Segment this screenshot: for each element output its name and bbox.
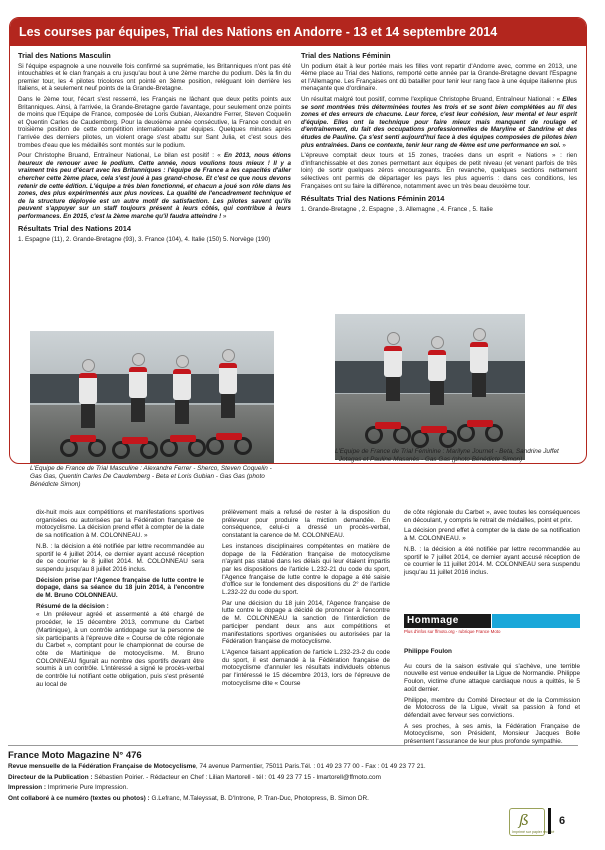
feminin-quote-paragraph: Un résultat malgré tout positif, comme l'explique Christophe Bruand, Entraîneur National : « Elles se sont montrées très déterminées toutes les trois et se sont bien complétées au fil des zones et des erreurs de chacune. Leur force, c'est leur cohésion, leur mental et leur esprit d'équipe. Elles ont la technique pour faire mieux mais manquent de roulage et d'entraînement, du fait des occupations professionnelles de Maryline et Sandrine et des études de Pauline. Ça s'est senti aujourd'hui face à des équipes composées de pilotes bien plus entraînées. Dans ce contexte, tenir leur rang de 4ème est une performance en soi. » [301, 95, 577, 149]
doping-paragraph: La décision prend effet à compter de la date de sa notification à M. COLONNEAU. » [404, 527, 580, 543]
photo-team-feminine [335, 314, 525, 460]
credits-line: Impression : Imprimerie Pure Impression. [8, 784, 129, 791]
article-frame [9, 17, 587, 464]
caption-feminine: L'Equipe de France de Trial Féminine : Marilyne Journet - Beta, Sandrine Juffet - Jotagas et Pauline Masanès - Gas Gas (photo Bénédicte Simon) [335, 448, 559, 463]
masculin-quote: En 2013, nous étions heureux de renouer avec le podium. Cette année, nous voulions tous mieux ! Il y a vraiment très peu d'écart avec les Britanniques : l'équipe de France a les capacités d'aller chercher cette 2ème place, cela s'est joué à pas grand-chose. Et c'est ce que nous devons retenir de cette édition. L'équipe a très bien fonctionné, et chacun a joué son rôle dans les zones, des plus expérimentés aux plus novices. La qualité de l'encadrement technique et de la structure déployée est un autre motif de satisfaction. Les pilotes savent qu'ils peuvent s'appuyer sur un staff toujours présent à leurs côtés, qui contribue à leurs performances. En 2015, c'est la 2ème marche qu'il faudra atteindre ! [18, 152, 291, 220]
hommage-label: Hommage [404, 614, 491, 628]
footer-divider [8, 745, 578, 746]
feminin-paragraph: L'épreuve comptait deux tours et 15 zones, tracées dans un esprit « Nations » : rien d'infranchissable et des zones permettant aux équipes de petit niveau (et venant parfois de très loin) de sortir quelques zéros encourageants. En revanche, quelques sections nettement sélectives ont permis de départager les pays les plus aguerris : dans ces conditions, les Françaises ont su faire la différence, notamment avec un très beau deuxième tour. [301, 152, 577, 190]
obituary-paragraph: Au cours de la saison estivale qui s'achève, une terrible nouvelle est venue endeuiller la Ligue de Normandie. Philippe Foulon, victime d'une attaque cardiaque nous a quittés, le 5 août dernier. [404, 662, 580, 693]
hommage-header [404, 614, 580, 634]
bottom-column-2 [222, 509, 390, 690]
doping-paragraph: L'Agence faisant application de l'article L.232-23-2 du code du sport, il est demandé à la Fédération française de motocyclisme d'annuler les résultats individuels obtenus par l'intéressé le 15 décembre 2013, lors de l'épreuve de motocyclisme dite « Course [222, 648, 390, 687]
obituary-paragraph: Philippe, membre du Comité Directeur et de la Commission de Motocross de la Ligue, vivait sa passion à fond et défendait avec ferveur ses convictions. [404, 696, 580, 719]
feminin-results-heading: Résultats Trial des Nations Féminin 2014 [301, 194, 445, 204]
doping-paragraph: prélèvement mais a refusé de rester à la disposition du préleveur pour produire la miction demandée. En conséquence, celui-ci a dressé un procès-verbal, constatant la carence de M. COLONNEAU. [222, 509, 390, 540]
hommage-accent-bar [492, 614, 580, 628]
hommage-subtitle: Plus d'infos sur ffmoto.org - rubrique France Moto [404, 629, 501, 634]
decision-summary-heading: Résumé de la décision : [36, 602, 109, 610]
bottom-column-3 [404, 509, 580, 580]
masculin-results: 1. Espagne (11), 2. Grande-Bretagne (93), 3. France (104), 4. Italie (150) 5. Norvège (190) [18, 236, 271, 244]
doping-paragraph: dix-huit mois aux compétitions et manifestations sportives organisées ou autorisées par la Fédération française de motocyclisme. La décision prend effet à compter de la date de sa notification à M. COLONNEAU. » [36, 509, 204, 540]
masculin-column [18, 52, 291, 247]
credits-line: Revue mensuelle de la Fédération Française de Motocyclisme, 74 avenue Parmentier, 75011 Paris.Tél. : 01 49 23 77 00 - Fax : 01 49 23 77 21. [8, 763, 426, 770]
caption-masculine: L'Equipe de France de Trial Masculine : Alexandre Ferrer - Sherco, Steven Coquelin - Gas Gas, Quentin Carles De Caudemberg - Beta et Loris Gubian - Gas Gas (photo Bénédicte Simon) [30, 465, 272, 488]
doping-paragraph: « Un préleveur agréé et assermenté a été chargé de procéder, le 15 décembre 2013, commune du Carbet (Martinique), à un contrôle antidopage sur la personne de six participants à l'épreuve dite « Course de côte régionale du Carbet », comptant pour le championnat de course de côte de Martinique de motocyclisme. M. Bruno COLONNEAU figurait au nombre des sportifs devant être soumis à un contrôle. L'intéressé a signé le procès-verbal de contrôle lui notifiant cette obligation, puis s'est présenté au local de [36, 611, 204, 688]
article-banner: Les courses par équipes, Trial des Nations en Andorre - 13 et 14 septembre 2014 [10, 18, 586, 46]
feminin-column [301, 52, 577, 216]
doping-paragraph: N.B. : la décision a été notifiée par lettre recommandée au sportif le 7 juillet 2014, ce dernier ayant accusé réception de ce courrier le 11 juillet 2014. M. COLONNEAU sera suspendu jusqu'au 11 juillet 2016 inclus. [404, 545, 580, 576]
footer-credits [8, 750, 578, 804]
decision-heading: Décision prise par l'Agence française de lutte contre le dopage, dans sa séance du 18 juin 2014, à l'encontre de M. Bruno COLONNEAU. [36, 576, 204, 600]
masculin-results-heading: Résultats Trial des Nations 2014 [18, 224, 131, 234]
recycled-paper-logo: ß Imprimé sur papier recyclé [509, 808, 545, 836]
masculin-paragraph: Dans le 2ème tour, l'écart s'est resserré, les Français ne lâchant que deux petits points aux Britanniques. Ainsi, à l'arrivée, la Grande-Bretagne garde l'avantage, pour seulement onze points de moins que l'Equipe de France, composée de Loris Gubian, Alexandre Ferrer, Steven Coquelin et Quentin Carles de Caudemborg. Pour la deuxième année consécutive, la France conduit en troisième position de cette compétition internationale par équipes. Quelques minutes après l'arrivée des derniers pilotes, un violent orage s'est abattu sur Sant Julia, et c'est sous des trombes d'eau que les médaillés sont montés sur le podium. [18, 95, 291, 149]
masculin-heading: Trial des Nations Masculin [18, 51, 111, 60]
masculin-quote-paragraph: Pour Christophe Bruand, Entraîneur National, Le bilan est positif : « En 2013, nous étions heureux de renouer avec le podium. Cette année, nous voulions tous mieux ! Il y a vraiment très peu d'écart avec les Britanniques : l'équipe de France a les capacités d'aller chercher cette 2ème place, cela s'est joué à pas grand-chose. Et c'est ce que nous devons retenir de cette édition. L'équipe a très bien fonctionné, et chacun a joué son rôle dans les zones, des plus expérimentés aux plus novices. La qualité de l'encadrement technique et de la structure déployée est un autre motif de satisfaction. Les pilotes savent qu'ils peuvent s'appuyer sur un staff toujours présent à leurs côtés, qui contribue à leurs performances. En 2015, c'est la 2ème marche qu'il faudra atteindre ! » [18, 152, 291, 220]
doping-paragraph: N.B. : la décision a été notifiée par lettre recommandée au sportif le 4 juillet 2014, ce dernier ayant accusé réception de ce courrier le 8 juillet 2014. M. COLONNEAU sera suspendu jusqu'au 8 juillet 2016 inclus. [36, 542, 204, 573]
page-number: 6 [548, 808, 573, 834]
doping-paragraph: Par une décision du 18 juin 2014, l'Agence française de lutte contre le dopage a décidé de prononcer à l'encontre de M. COLONNEAU la sanction de l'interdiction de participer pendant deux ans aux compétitions et manifestations sportives organisées ou autorisées par la Fédération française de motocyclisme. [222, 599, 390, 646]
obituary [404, 648, 580, 749]
credits-line: Directeur de la Publication : Sébastien Poirier. - Rédacteur en Chef : Lilian Martorell - tél : 01 49 23 77 15 - lmartorell@ffmoto.com [8, 773, 381, 781]
doping-paragraph: Les instances disciplinaires compétentes en matière de dopage de la Fédération française de motocyclisme n'ayant pas statué dans les délais qui leur étaient impartis par les dispositions de l'article L.232-21 du code du sport, l'Agence française de lutte contre le dopage a été saisie d'office sur le fondement des dispositions du 2° de l'article L.232-22 du code du sport. [222, 542, 390, 597]
obituary-paragraph: A ses proches, à ses amis, la Fédération Française de Motocyclisme, son Président, Monsieur Jacques Bolle présentent l'assurance de leur plus profonde sympathie. [404, 722, 580, 746]
credits-line: Ont collaboré à ce numéro (textes ou photos) : G.Lefranc, M.Taleyssat, B. D'Introne, P. Tran-Duc, Photopress, B. Simon DR. [8, 794, 369, 802]
feminin-quote: Elles se sont montrées très déterminées toutes les trois et se sont bien complétées au fil des zones et des erreurs de chacune. Leur force, c'est leur cohésion, leur mental et leur esprit d'équipe. Elles ont la technique pour faire mieux mais manquent de roulage et d'entraînement, du fait des occupations professionnelles de Maryline et Sandrine et des études de Pauline. Ça s'est senti aujourd'hui face à des équipes composées de pilotes bien plus entraînées. Dans ce contexte, tenir leur rang de 4ème est une performance en soi. [301, 95, 577, 149]
feminin-results: 1. Grande-Bretagne , 2. Espagne , 3. Allemagne , 4. France , 5. Italie [301, 205, 493, 213]
doping-paragraph: de côte régionale du Carbet », avec toutes les conséquences en découlant, y compris le retrait de médailles, point et prix. [404, 509, 580, 524]
feminin-heading: Trial des Nations Féminin [301, 51, 391, 60]
bottom-column-1 [36, 509, 204, 691]
photo-team-masculine [30, 331, 274, 464]
obituary-name: Philippe Foulon [404, 648, 452, 655]
magazine-title: France Moto Magazine N° 476 [8, 750, 142, 761]
masculin-paragraph: Si l'équipe espagnole a une nouvelle fois confirmé sa suprématie, les Britanniques n'ont pas été intouchables et le clan français a cru jusqu'au bout à une 2ème marche du podium. Dès la fin du premier tour, les 4 pilotes tricolores ont pointé en 3ème position, reléguant loin derrière les Italiens, et à seulement neuf points de la Grande-Bretagne. [18, 62, 291, 93]
feminin-paragraph: Un podium était à leur portée mais les filles vont repartir d'Andorre avec, comme en 2013, une 4ème place au Trial des Nations, remporté cette année par la Grande-Bretagne devant l'Espagne et l'Allemagne. Les Françaises ont dû batailler pour tenir leur rang face à une équipe italienne plus menaçante que d'ordinaire. [301, 62, 577, 93]
